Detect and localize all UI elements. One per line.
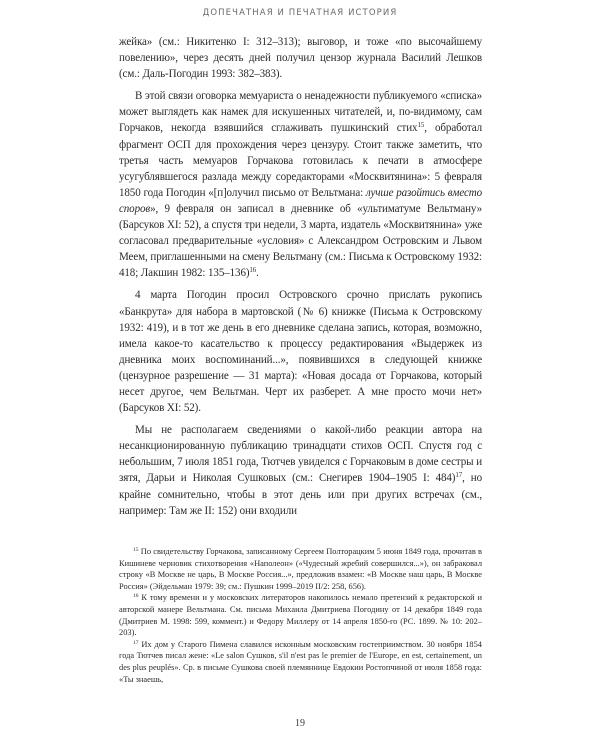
footnote-text: К тому времени и у московских литераторов накопилось немало претензий к редакторской и авторской манере Вельтмана. См. письма Михаила Дмитриева Погодину от 14 декабря 1849 года (Дмитриев М. 1998: 599, коммент.) и Федору Миллеру от 14 апреля 1850-го (РС. 1899. № 10: 202–203).	[119, 593, 483, 638]
footnote	[119, 639, 482, 685]
paragraph	[119, 287, 482, 416]
footnote-ref[interactable]: 17	[455, 471, 463, 480]
footnote-text: Их дом у Старого Пимена славился исконным московским гостеприимством. 30 ноября 1854 года Тютчев писал жене: «Le salon Сушков, s'il n'est pas le premier de l'Europe, en est, certainement, un des plus peuplés». Ср. в письме Сушкова своей племяннице Евдокии Ростопчиной от июля 1858 года: «Ты знаешь,	[119, 639, 482, 684]
footnote	[119, 592, 482, 638]
footnote-number: 16	[133, 593, 139, 600]
page-number: 19	[295, 718, 305, 729]
footnote	[119, 546, 482, 592]
footnote-ref[interactable]: 16	[249, 266, 257, 275]
text-run: 4 марта Погодин просил Островского срочно прислать рукопись «Банкрута» для набора в мартовской (№ 6) книжке (Письма к Островскому 1932: 419), и в тот же день в его дневнике сделана запись, которая, возможно, имела какое-то касательство к процессу редактирования «Выдержек из дневника моих воспоминаний...», появившихся в следующей книжке (цензурное разрешение — 31 марта): «Новая досада от Горчакова, который несет другое, чем Вельтман. Черт их разберет. А мне просто мочи нет» (Барсуков XI: 52).	[119, 289, 482, 415]
footnote-number: 15	[133, 547, 139, 553]
text-run: В этой связи оговорка мемуариста о ненадежности публикуемого «списка» может выглядеть как намек для искушенных читателей, и, по-видимому, сам Горчаков, некогда взявшийся сглаживать пушкинский стих	[119, 90, 482, 135]
text-run: , обработал фрагмент ОСП для прохождения через цензуру. Стоит также заметить, что третья часть мемуаров Горчакова готовилась к печати в атмосфере усугублявшегося разлада между соредакторами «Москвитянина»: 5 февраля 1850 года Погодин «[п]олучил письмо от Вельтмана:	[119, 122, 482, 199]
body-text	[119, 34, 482, 519]
italic-quote: лучше разойтись вместо споров	[119, 186, 482, 215]
footnotes	[119, 546, 482, 685]
paragraph	[119, 88, 482, 281]
footnote-number: 17	[133, 639, 139, 646]
text-run: .	[256, 267, 259, 280]
text-run: жейка» (см.: Никитенко I: 312–313); выговор, и тоже «по высочайшему повелению», через десять дней получил цензор журнала Василий Лешков (см.: Даль-Погодин 1993: 382–383).	[119, 36, 482, 81]
running-head: ДОПЕЧАТНАЯ И ПЕЧАТНАЯ ИСТОРИЯ	[202, 8, 398, 18]
footnote-text: По свидетельству Горчакова, записанному Сергеем Полторацким 5 июня 1849 года, прочитав в Кишиневе черновик стихотворения «Наполеон» («Чудесный жребий совершился...»), он забраковал строку «В Москве не царь, В Москве Россия...», предложив взамен: «В Москве наш царь, В Москве Россия» (Эйдельман 1979: 39; см.: Пушкин 1999–2019 II/2: 258, 656).	[119, 547, 483, 591]
text-run: », 9 февраля он записал в дневнике об «ультиматуме Вельтману» (Барсуков XI: 52), а спустя три недели, 3 марта, издатель «Москвитянина» уже согласовал предварительные «условия» с Александром Островским и Львом Меем, приглашенными на смену Вельтману (см.: Письма к Островскому 1932: 418; Лакшин 1982: 135–136)	[119, 202, 482, 280]
text-run: , но крайне сомнительно, чтобы в этот день или при других встречах (см., например: Там же II: 152) они входили	[119, 472, 482, 517]
paragraph	[119, 34, 482, 82]
text-run: Мы не располагаем сведениями о какой-либо реакции автора на несанкционированную публикацию тринадцати стихов ОСП. Спустя год с небольшим, 7 июля 1851 года, Тютчев увиделся с Горчаковым в доме сестры и зятя, Дарьи и Николая Сушковых (см.: Снегирев 1904–1905 I: 484)	[119, 424, 482, 485]
paragraph	[119, 422, 482, 519]
footnote-ref[interactable]: 15	[417, 121, 425, 130]
